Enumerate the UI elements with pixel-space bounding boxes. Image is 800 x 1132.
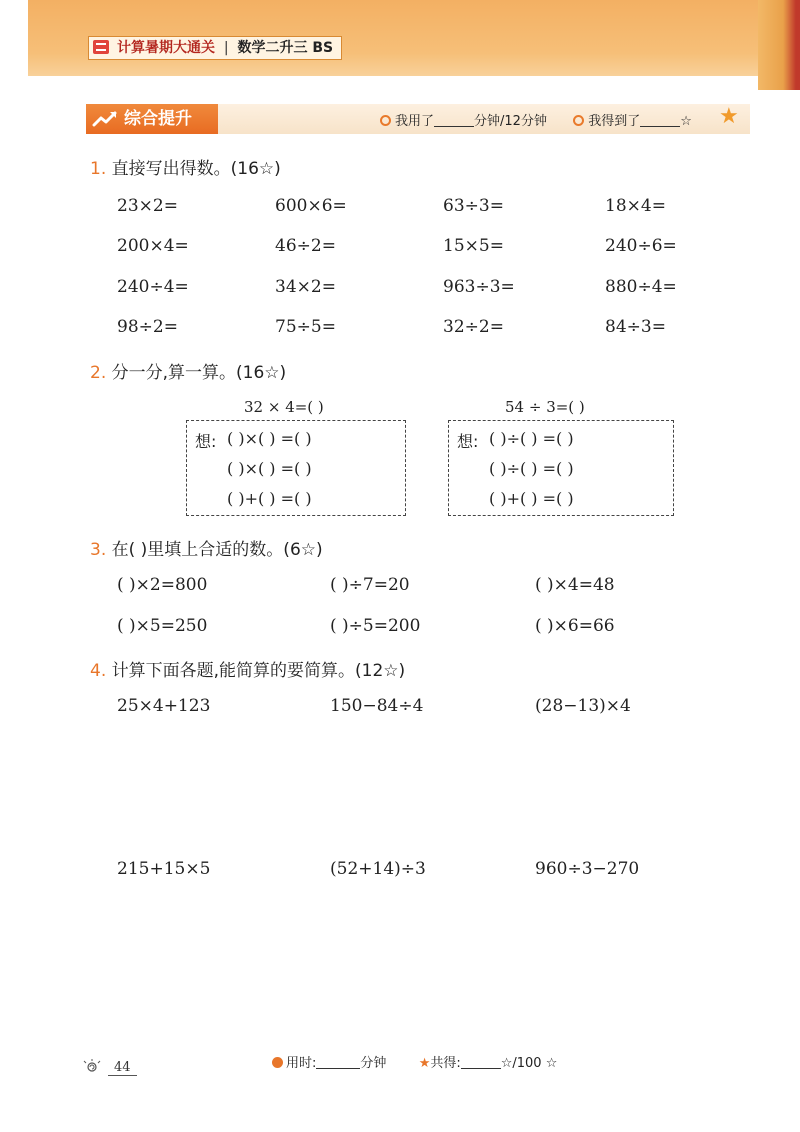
check-icon bbox=[573, 115, 584, 126]
footer-total-suffix: ☆/100 ☆ bbox=[500, 1056, 558, 1071]
footer-time-unit: 分钟 bbox=[360, 1056, 387, 1071]
q1-problem: 963÷3= bbox=[443, 277, 515, 297]
q1-problem: 240÷6= bbox=[605, 236, 677, 256]
q4-title bbox=[90, 656, 405, 681]
q3-problem: ( )÷7=20 bbox=[330, 575, 410, 595]
time-suffix: 分钟/12分钟 bbox=[474, 114, 547, 129]
score-star: ☆ bbox=[680, 114, 692, 129]
q3-number: 3. bbox=[90, 540, 107, 560]
time-blank bbox=[434, 114, 474, 127]
q1-problem: 880÷4= bbox=[605, 277, 677, 297]
series-name: 计算暑期大通关 bbox=[117, 40, 215, 56]
q2-right-think-label: 想: bbox=[457, 432, 479, 451]
trend-up-icon bbox=[92, 109, 118, 129]
q1-problem: 98÷2= bbox=[117, 317, 178, 337]
time-prefix: 我用了 bbox=[395, 114, 435, 129]
q2-right-think-box bbox=[448, 420, 674, 516]
sun-swirl-icon bbox=[80, 1058, 106, 1074]
q1-problem: 75÷5= bbox=[275, 317, 336, 337]
q2-title bbox=[90, 358, 286, 383]
footer-summary bbox=[272, 1052, 557, 1071]
q2-right-row-2: ( )÷( ) =( ) bbox=[489, 459, 574, 478]
q1-text: 直接写出得数。(16☆) bbox=[111, 159, 281, 179]
q2-text: 分一分,算一算。(16☆) bbox=[111, 363, 287, 383]
q3-problem: ( )×5=250 bbox=[117, 616, 208, 636]
q1-problem: 200×4= bbox=[117, 236, 189, 256]
header-separator: | bbox=[223, 40, 229, 56]
q1-problem: 63÷3= bbox=[443, 196, 504, 216]
q2-left-think-box bbox=[186, 420, 406, 516]
q4-problem: 150−84÷4 bbox=[330, 696, 424, 716]
footer-star-icon: ★ bbox=[418, 1056, 431, 1071]
q2-right-expression: 54 ÷ 3=( ) bbox=[505, 398, 585, 416]
q1-problem: 18×4= bbox=[605, 196, 666, 216]
section-title: 综合提升 bbox=[86, 104, 218, 134]
q4-number: 4. bbox=[90, 661, 107, 681]
q3-problem: ( )×4=48 bbox=[535, 575, 615, 595]
q1-problem: 240÷4= bbox=[117, 277, 189, 297]
q4-text: 计算下面各题,能简算的要简算。(12☆) bbox=[111, 661, 406, 681]
q3-title bbox=[90, 535, 323, 560]
q3-problem: ( )÷5=200 bbox=[330, 616, 421, 636]
page-number: 44 bbox=[108, 1060, 137, 1076]
q3-problem: ( )×6=66 bbox=[535, 616, 615, 636]
q3-text: 在( )里填上合适的数。(6☆) bbox=[111, 540, 323, 560]
q1-problem: 46÷2= bbox=[275, 236, 336, 256]
q2-number: 2. bbox=[90, 363, 107, 383]
star-icon: ★ bbox=[719, 104, 739, 129]
q2-left-row-1: ( )×( ) =( ) bbox=[227, 429, 312, 448]
footer-total-blank bbox=[461, 1056, 501, 1069]
footer-time-blank bbox=[316, 1056, 360, 1069]
q1-problem: 32÷2= bbox=[443, 317, 504, 337]
q2-left-row-2: ( )×( ) =( ) bbox=[227, 459, 312, 478]
q4-problem: (28−13)×4 bbox=[535, 696, 631, 716]
clock-icon bbox=[380, 115, 391, 126]
q1-problem: 84÷3= bbox=[605, 317, 666, 337]
q4-problem: 960÷3−270 bbox=[535, 859, 640, 879]
score-prefix: 我得到了 bbox=[588, 114, 641, 129]
footer-total-label: 共得: bbox=[430, 1056, 461, 1071]
q1-title bbox=[90, 154, 281, 179]
footer-time-label: 用时: bbox=[286, 1056, 317, 1071]
q2-left-think-label: 想: bbox=[195, 432, 217, 451]
page-edge-decoration bbox=[758, 0, 800, 90]
q2-right-row-3: ( )+( ) =( ) bbox=[489, 489, 574, 508]
q1-problem: 34×2= bbox=[275, 277, 336, 297]
q4-problem: 215+15×5 bbox=[117, 859, 211, 879]
q4-problem: (52+14)÷3 bbox=[330, 859, 426, 879]
q1-problem: 600×6= bbox=[275, 196, 347, 216]
q3-problem: ( )×2=800 bbox=[117, 575, 208, 595]
self-record bbox=[380, 110, 692, 129]
q2-left-expression: 32 × 4=( ) bbox=[244, 398, 324, 416]
q1-problem: 15×5= bbox=[443, 236, 504, 256]
q1-problem: 23×2= bbox=[117, 196, 178, 216]
score-blank bbox=[640, 114, 680, 127]
q4-problem: 25×4+123 bbox=[117, 696, 211, 716]
book-title-tag bbox=[88, 36, 342, 60]
q2-left-row-3: ( )+( ) =( ) bbox=[227, 489, 312, 508]
grade-label: 数学二升三 BS bbox=[237, 40, 334, 56]
book-logo-icon bbox=[93, 40, 109, 54]
q2-right-row-1: ( )÷( ) =( ) bbox=[489, 429, 574, 448]
q1-number: 1. bbox=[90, 159, 107, 179]
timer-icon bbox=[272, 1057, 283, 1068]
